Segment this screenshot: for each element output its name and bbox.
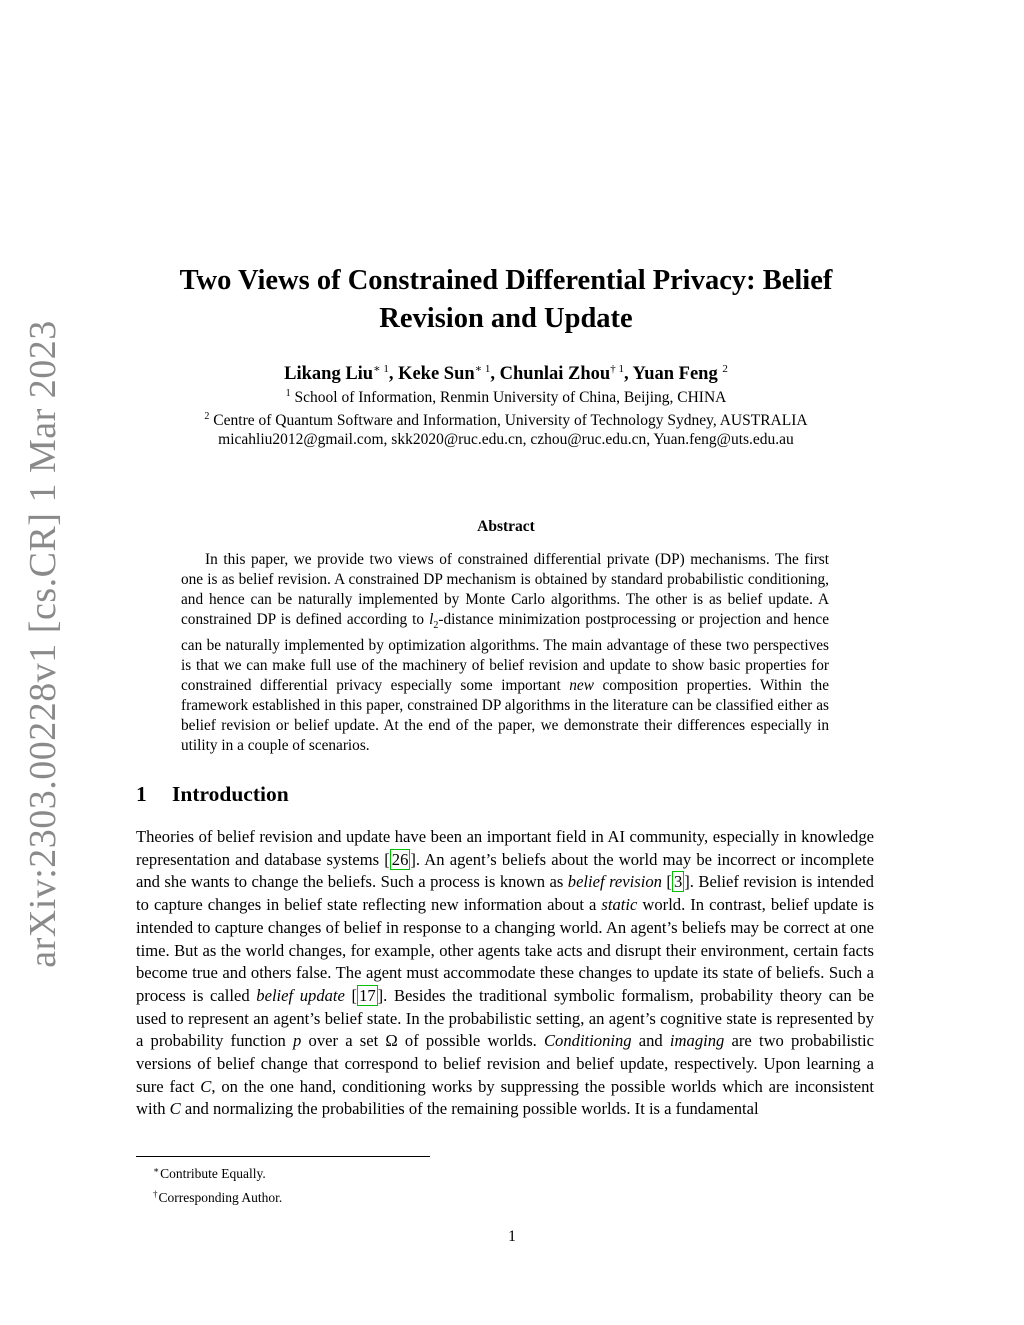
emphasis-static: static — [601, 895, 638, 915]
author-name: Keke Sun — [398, 364, 475, 384]
abstract-heading: Abstract — [477, 518, 535, 535]
section-title: Introduction — [172, 782, 289, 806]
author-marks: ∗ 1 — [474, 363, 491, 375]
footnote-item — [153, 1184, 282, 1208]
emphasis-belief-update: belief update — [256, 985, 345, 1005]
footnote-item — [153, 1160, 282, 1184]
footnote-mark: ∗ — [153, 1165, 160, 1175]
title-line-1: Two Views of Constrained Differential Privacy: Belief — [179, 265, 833, 296]
title-line-2: Revision and Update — [379, 303, 633, 334]
emails-text: micahliu2012@gmail.com, skk2020@ruc.edu.cn, czhou@ruc.edu.cn, Yuan.feng@uts.edu.au — [218, 431, 794, 448]
author-name: Chunlai Zhou — [499, 364, 611, 384]
arxiv-identifier: arXiv:2303.00228v1 [cs.CR] 1 Mar 2023 — [22, 320, 64, 968]
footnote-mark: † — [153, 1189, 158, 1199]
abstract-text-1: In this paper, we provide two views of constrained differential private (DP) mechanisms. The first one is as belief revision. A constrained DP mechanism is obtained by standard probabilistic conditioning, and hence can be naturally implemented by Monte Carlo algorithms. The other is as belief update. A constrained DP is defined according to — [181, 551, 829, 628]
abstract-text-2: -distance minimization postprocessing or projection and hence can be naturally implemented by optimization algorithms. The main advantage of these two perspectives is that we can make full use of the machinery of belief revision and update to show basic properties for constrained differential privacy especially some important — [181, 611, 829, 695]
author-list: Likang Liu$^{∗ 1}$, Keke Sun$^{∗ 1}$, Chunlai Zhou$^{\dagger 1}$, Yuan Feng $^2$ — [284, 363, 728, 384]
author-name: Likang Liu — [284, 364, 374, 384]
math-c: C — [169, 1099, 181, 1119]
emphasis-belief-revision: belief revision — [567, 872, 662, 892]
author-name: Yuan Feng — [632, 364, 718, 384]
author-marks: † 1 — [610, 363, 624, 375]
author-marks: ∗ 1 — [373, 363, 389, 375]
paper-title — [136, 262, 876, 338]
math-l2: l — [429, 611, 434, 628]
section-number: 1 — [136, 782, 147, 806]
affiliation-mark: 1 — [285, 388, 291, 399]
affiliation-mark: 2 — [204, 411, 210, 422]
author-marks: 2 — [722, 363, 728, 375]
author-emails — [136, 429, 876, 451]
emphasis-conditioning: Conditioning — [543, 1031, 632, 1051]
footnote-text: Contribute Equally. — [160, 1166, 266, 1181]
math-c: C — [200, 1076, 212, 1096]
emphasis-imaging: imaging — [669, 1031, 725, 1051]
emphasis-new: new — [569, 677, 594, 695]
page-number: 1 — [508, 1228, 516, 1245]
citation-link-3[interactable]: 3 — [673, 872, 683, 892]
citation-link-26[interactable]: 26 — [391, 849, 409, 869]
introduction-paragraph: Theories of belief revision and update have been an important field in AI community, especially in knowledge representation and database systems [ 26 ]. An agent’s beliefs about the world may be incorrect or incomplete and she wants to change the beliefs. Such a process is known as belief revision [ 3 ]. Belief revision is intended to capture changes in belief state reflecting new information about a static world. In contrast, belief update is intended to capture changes of belief in response to a changing world. An agent’s beliefs may be correct at one time. But as the world changes, for example, other agents take acts and disrupt their environment, certain facts become true and others false. The agent must accommodate these changes to update its state of beliefs. Such a process is called belief update [ 17 ]. Besides the traditional symbolic formalism, probability theory can be used to represent an agent’s belief state. In the probabilistic setting, an agent’s cognitive state is represented by a probability function p over a set Ω of possible worlds. Conditioning and imaging are two probabilistic versions of belief change that correspond to belief revision and belief update, respectively. Upon learning a sure fact C, on the one hand, conditioning works by suppressing the possible worlds which are inconsistent with C and normalizing the probabilities of the remaining possible worlds. It is a fundamental — [136, 827, 875, 1119]
affiliation-text: School of Information, Renmin University of China, Beijing, CHINA — [294, 389, 727, 406]
footnotes — [153, 1160, 282, 1208]
affiliation-text: Centre of Quantum Software and Information, University of Technology Sydney, AUSTRALIA — [213, 412, 808, 429]
footnote-rule — [136, 1156, 430, 1157]
math-p: p — [293, 1031, 302, 1051]
citation-link-17[interactable]: 17 — [359, 985, 376, 1005]
footnote-text: Corresponding Author. — [158, 1190, 283, 1205]
abstract-text-3: composition properties. Within the framework established in this paper, constrained DP algorithms in the literature can be classified either as belief revision or belief update. At the end of the paper, we demonstrate their differences especially in utility in a couple of scenarios. — [181, 677, 829, 755]
abstract-paragraph — [181, 550, 829, 756]
section-heading-introduction — [136, 782, 289, 807]
math-l2-subscript: 2 — [433, 620, 439, 632]
abstract-body — [181, 550, 829, 756]
